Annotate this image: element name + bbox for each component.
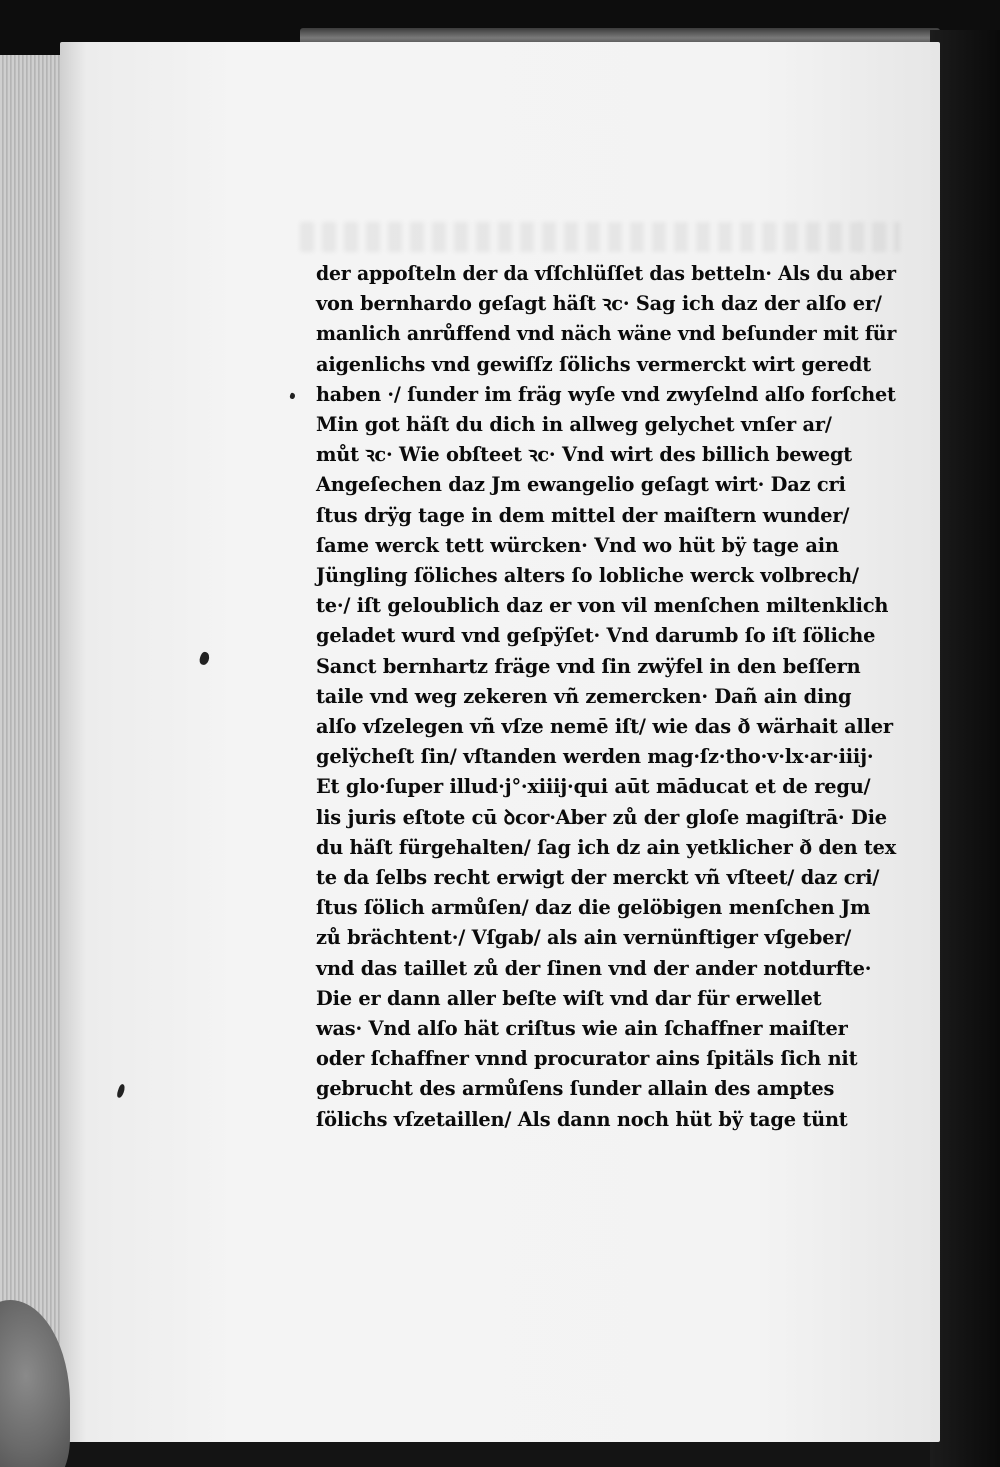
text-line: Die er dann aller beſte wiſt vnd dar für erwellet [316, 985, 822, 1010]
page-shadow [930, 30, 1000, 1467]
text-line: ſtus drÿg tage in dem mittel der maiſtern wunder/ [316, 502, 850, 527]
text-line: der appoſteln der da vſſchlüſſet das betteln· Als du aber [316, 261, 896, 285]
text-line: oder ſchaffner vnnd procurator ains ſpitäls ſich nit [316, 1046, 858, 1071]
text-line: lis juris eſtote cū ꝺcor·Aber zů der gloſe magiſtrā· Die [316, 804, 887, 829]
text-line: was· Vnd alſo hät criſtus wie ain ſchaffner maiſter [316, 1016, 848, 1041]
text-line: haben ·/ ſunder im fräg wyſe vnd zwyſelnd alſo forſchet [316, 381, 896, 406]
text-line: Min got häſt du dich in allweg gelychet vnſer ar/ [316, 412, 832, 437]
text-line: Jüngling ſöliches alters ſo lobliche werck volbrech/ [316, 563, 859, 588]
text-line: Angeſechen daz Jm ewangelio geſagt wirt· Daz cri [316, 472, 846, 497]
text-line: von bernhardo geſagt häſt ꝛc· Sag ich daz der alſo er/ [316, 291, 882, 316]
text-line: te da ſelbs recht erwigt der merckt vñ vſteet/ daz cri/ [316, 865, 880, 890]
text-line: ſame werck tett würcken· Vnd wo hüt bÿ tage ain [316, 532, 839, 557]
text-line: Et glo·ſuper illud·j°·xiiij·qui aūt māducat et de regu/ [316, 774, 871, 799]
text-line: alſo vſzelegen vñ vſze nemē iſt/ wie das ð wärhait aller [316, 714, 893, 739]
text-line: du häſt fürgehalten/ ſag ich dz ain yetklicher ð den tex [316, 834, 896, 859]
text-line: te·/ iſt geloublich daz er von vil menſchen miltenklich [316, 593, 889, 618]
text-line: aigenlichs vnd gewiſſz ſölichs vermerckt wirt geredt [316, 351, 871, 376]
text-line: geladet wurd vnd geſpÿſet· Vnd darumb ſo iſt ſöliche [316, 623, 876, 648]
text-line: manlich anrůffend vnd näch wäne vnd beſunder mit für [316, 321, 897, 346]
text-line: ſölichs vſzetaillen/ Als dann noch hüt bÿ tage tünt [316, 1106, 848, 1131]
text-line: gelÿcheſt ſin/ vſtanden werden mag·ſz·tho·v·lx·ar·iiij· [316, 744, 874, 769]
page-text-block [316, 258, 916, 1134]
text-line: gebrucht des armůſens ſunder allain des amptes [316, 1076, 835, 1101]
text-line: vnd das taillet zů der ſinen vnd der ander notdurfte· [316, 955, 872, 980]
text-line: Sanct bernhartz fräge vnd ſin zwÿfel in den beſſern [316, 653, 861, 678]
text-line: taile vnd weg zekeren vñ zemercken· Dañ ain ding [316, 683, 852, 708]
reverse-side-show-through [300, 222, 900, 252]
text-line: zů brächtent·/ Vſgab/ als ain vernünftiger vſgeber/ [316, 925, 852, 950]
text-line: ſtus ſölich armůſen/ daz die gelöbigen menſchen Jm [316, 895, 871, 920]
text-line: můt ꝛc· Wie obſteet ꝛc· Vnd wirt des billich bewegt [316, 442, 853, 467]
